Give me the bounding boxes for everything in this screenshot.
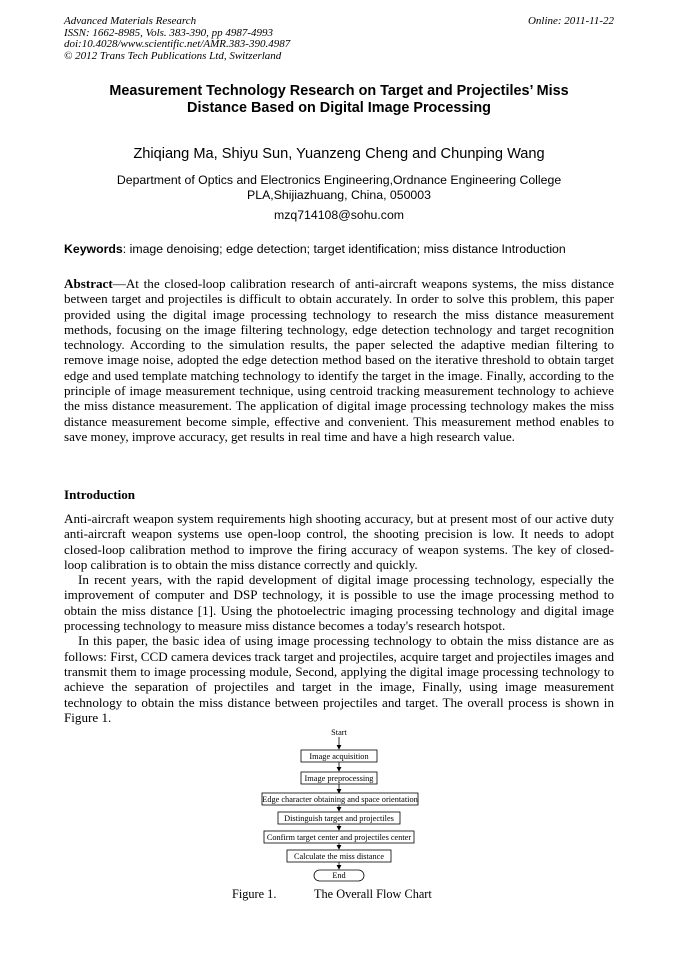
flow-start-label: Start — [331, 728, 347, 737]
introduction-body — [64, 511, 614, 725]
flow-step-label: Confirm target center and projectiles center — [266, 833, 412, 842]
abstract — [64, 276, 614, 444]
authors: Zhiqiang Ma, Shiyu Sun, Yuanzeng Cheng and Chunping Wang — [133, 146, 545, 162]
flow-step-label: Edge character obtaining and space orientation — [262, 795, 418, 804]
affiliation-line-2: PLA,Shijiazhuang, China, 050003 — [247, 188, 431, 202]
affiliation — [64, 173, 614, 203]
flow-step-label: Distinguish target and projectiles — [284, 814, 394, 823]
figure-number: Figure 1. — [232, 887, 277, 901]
paper-title — [64, 83, 614, 117]
section-heading-introduction: Introduction — [64, 487, 136, 502]
affiliation-line-1: Department of Optics and Electronics Engineering,Ordnance Engineering College — [116, 173, 562, 187]
doi-line: doi:10.4028/www.scientific.net/AMR.383-390.4987 — [64, 38, 291, 50]
issn-line: ISSN: 1662-8985, Vols. 383-390, pp 4987-4993 — [64, 26, 273, 39]
copyright-line: © 2012 Trans Tech Publications Ltd, Switzerland — [64, 49, 282, 62]
keywords-text: : image denoising; edge detection; target identification; miss distance Introduction — [122, 242, 566, 256]
abstract-label: Abstract — [64, 276, 113, 291]
paragraph: Anti-aircraft weapon system requirements high shooting accuracy, but at present most of our active duty anti-aircraft weapon systems use open-loop control, the shooting precision is low. It needs to adopt closed-loop calibration method to improve the firing accuracy of weapon systems. The key of closed-loop calibration is to obtain the miss distance correctly and quickly. — [64, 511, 614, 572]
paragraph: In recent years, with the rapid development of digital image processing technology, especially the improvement of computer and DSP technology, it is possible to use the image processing method to obtain the miss distance [1]. Using the photoelectric imaging processing technology and digital image processing technology to measure miss distance becomes a today's research hotspot. — [64, 572, 614, 634]
journal-name: Advanced Materials Research — [64, 15, 197, 27]
flow-step-label: Calculate the miss distance — [293, 852, 385, 861]
flow-chart — [0, 728, 678, 888]
title-line-1: Measurement Technology Research on Target and Projectiles’ Miss — [109, 83, 569, 99]
flow-step-label: Image acquisition — [309, 752, 369, 761]
figure-caption-text: The Overall Flow Chart — [314, 887, 432, 901]
flow-step-label: Image preprocessing — [304, 774, 374, 783]
online-date: Online: 2011-11-22 — [527, 15, 614, 27]
journal-header — [64, 16, 614, 62]
flow-end-label: End — [332, 871, 346, 880]
keywords-label: Keywords — [64, 242, 123, 256]
paragraph: In this paper, the basic idea of using image processing technology to obtain the miss distance are as follows: First, CCD camera devices track target and projectiles, acquire target and projectiles images and transmit them to image processing module, Second, applying the digital image processing technology to achieve the separation of projectiles and target in the image, Finally, using image measurement technology to obtain the miss distance between projectiles and target. The overall process is shown in Figure 1. — [64, 633, 614, 725]
title-line-2: Distance Based on Digital Image Processing — [187, 100, 491, 116]
keywords — [64, 242, 614, 256]
abstract-text: —At the closed-loop calibration research of anti-aircraft weapons systems, the miss distance between target and projectiles is difficult to obtain accurately. In order to solve this problem, this paper provided using the digital image processing technology to research the miss distance measurement methods, focusing on the image filtering technology, edge detection technology and target recognition technology. According to the simulation results, the paper selected the adaptive median filtering to remove image noise, adopted the edge detection method based on the iterative threshold to obtain target edge and used template matching technology to identify the target in the image. Finally, according to the principle of image measurement technique, using centroid tracking measurement technology to achieve the miss distance measurement. The application of digital image processing technology makes the miss distance measurement become simple, effective and convenient. This measurement method enables to save money, improve accuracy, get results in real time and have a high research value. — [64, 276, 614, 444]
author-email: mzq714108@sohu.com — [273, 208, 405, 222]
